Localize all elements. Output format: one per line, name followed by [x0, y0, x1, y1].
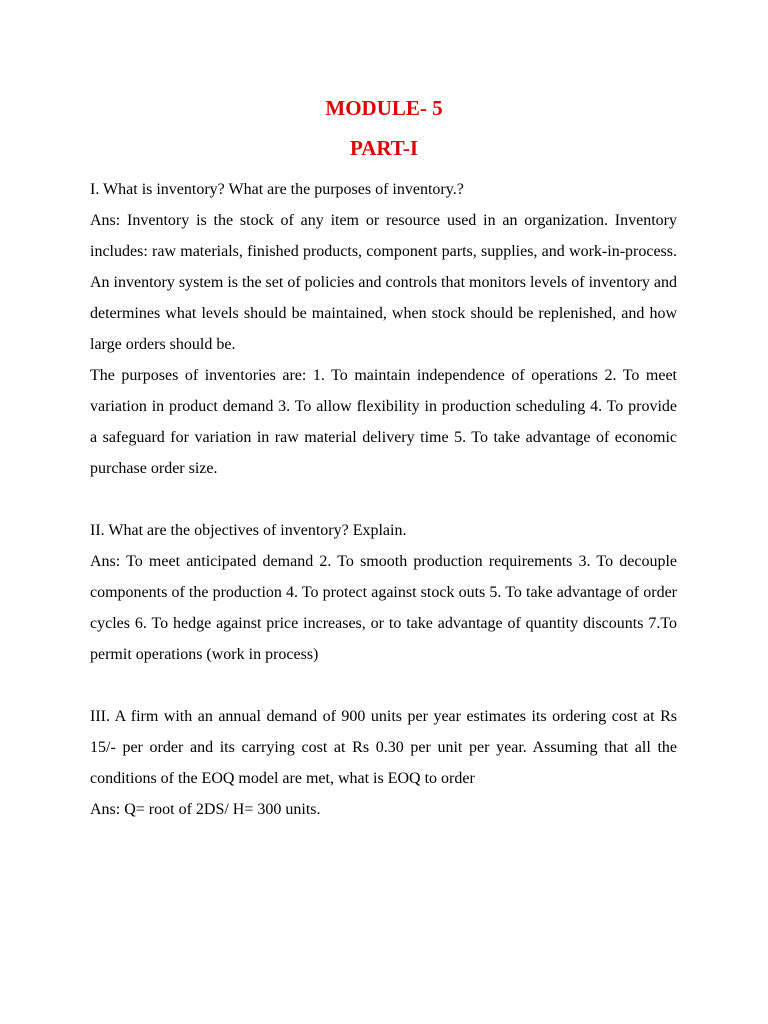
- answer-3: Ans: Q= root of 2DS/ H= 300 units.: [90, 801, 321, 818]
- paragraph-spacer: [90, 670, 677, 701]
- question-3: III. A firm with an annual demand of 900 units per year estimates its ordering cost at Rs 15/- per order and its carrying cost at Rs 0.30 per unit per year. Assuming that all the conditions of the EOQ model are met, what is EOQ to order: [90, 708, 677, 787]
- answer-1: Ans: Inventory is the stock of any item or resource used in an organization. Inventory includes: raw materials, finished products, component parts, supplies, and work-in-process. An inventory system is the set of policies and controls that monitors levels of inventory and determines what levels should be maintained, when stock should be replenished, and how large orders should be.: [90, 212, 678, 353]
- answer-1-purposes: The purposes of inventories are: 1. To maintain independence of operations 2. To meet variation in product demand 3. To allow flexibility in production scheduling 4. To provide a safeguard for variation in raw material delivery time 5. To take advantage of economic purchase order size.: [90, 367, 677, 477]
- module-title: MODULE- 5: [325, 96, 443, 120]
- question-2: II. What are the objectives of inventory? Explain.: [90, 522, 407, 539]
- document-body: [90, 174, 677, 825]
- answer-2: Ans: To meet anticipated demand 2. To smooth production requirements 3. To decouple components of the production 4. To protect against stock outs 5. To take advantage of order cycles 6. To hedge against price increases, or to take advantage of quantity discounts 7.To permit operations (work in process): [90, 553, 677, 663]
- question-1: I. What is inventory? What are the purposes of inventory.?: [90, 181, 464, 198]
- part-title: PART-I: [349, 136, 419, 160]
- paragraph-spacer: [90, 484, 677, 515]
